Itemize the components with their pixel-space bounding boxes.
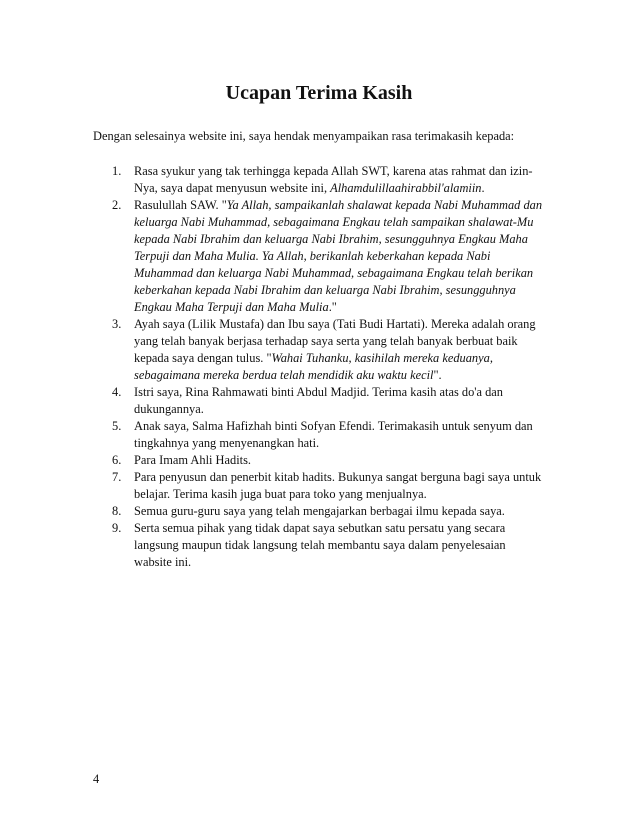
list-item-text [134, 385, 503, 416]
list-item [112, 384, 546, 418]
page-number: 4 [93, 772, 100, 786]
list-item-text [134, 470, 541, 501]
text-run: Rasulullah SAW. " [134, 198, 227, 212]
list-item [112, 197, 546, 316]
text-run: Para penyusun dan penerbit kitab hadits. Bukunya sangat berguna bagi saya untuk belajar. Terima kasih juga buat para toko yang menjualnya. [134, 470, 542, 501]
intro-paragraph: Dengan selesainya website ini, saya hendak menyampaikan rasa terimakasih kepada: [93, 129, 515, 143]
text-run: Anak saya, Salma Hafizhah binti Sofyan Efendi. Terimakasih untuk senyum dan tingkahnya yang menyenangkan hati. [134, 419, 533, 450]
text-run: Ayah saya (Lilik Mustafa) dan Ibu saya (Tati Budi Hartati). Mereka adalah orang yang telah banyak berjasa terhadap saya serta yang telah banyak berbuat baik kepada saya dengan tulus. " [134, 317, 536, 365]
text-run: Istri saya, Rina Rahmawati binti Abdul Madjid. Terima kasih atas do'a dan dukungannya. [134, 385, 503, 416]
list-item [112, 520, 546, 571]
list-item-number: 7. [112, 470, 122, 484]
page-title: Ucapan Terima Kasih [225, 82, 413, 104]
list-item-text [134, 198, 542, 314]
list-item-text [134, 317, 536, 382]
list-item-number: 5. [112, 419, 122, 433]
list-item-text [134, 453, 251, 467]
list-item-number: 3. [112, 317, 122, 331]
text-run: Para Imam Ahli Hadits. [134, 453, 252, 467]
italic-text: Alhamdulillaahirabbil'alamiin [330, 181, 482, 195]
list-item-number: 6. [112, 453, 122, 467]
list-item-text [134, 164, 533, 195]
list-item [112, 316, 546, 384]
list-item-number: 4. [112, 385, 122, 399]
text-run: ." [328, 300, 337, 314]
acknowledgment-list [112, 163, 546, 571]
list-item-text [134, 521, 506, 569]
list-item-number: 9. [112, 521, 122, 535]
list-item-text [134, 504, 505, 518]
list-item-number: 8. [112, 504, 122, 518]
italic-text: Wahai Tuhanku, kasihilah mereka keduanya, sebagaimana mereka berdua telah mendidik aku waktu kecil [134, 351, 493, 382]
text-run: Rasa syukur yang tak terhingga kepada Allah SWT, karena atas rahmat dan izin-Nya, saya dapat menyusun website ini, [134, 164, 533, 195]
list-item-number: 2. [112, 198, 122, 212]
list-item [112, 418, 546, 452]
text-run: . [481, 181, 485, 195]
italic-text: Ya Allah, sampaikanlah shalawat kepada Nabi Muhammad dan keluarga Nabi Muhammad, sebagaimana Engkau telah sampaikan shalawat-Mu kepada Nabi Ibrahim dan keluarga Nabi Ibrahim, sesungguhnya Engkau Maha Terpuji dan Maha Mulia. Ya Allah, berikanlah keberkahan kepada Nabi Muhammad dan keluarga Nabi Muhammad, sebagaimana Engkau telah berikan keberkahan kepada Nabi Ibrahim dan keluarga Nabi Ibrahim, sesungguhnya Engkau Maha Terpuji dan Maha Mulia [134, 198, 543, 314]
list-item [112, 503, 546, 520]
list-item [112, 469, 546, 503]
text-run: Semua guru-guru saya yang telah mengajarkan berbagai ilmu kepada saya. [134, 504, 505, 518]
list-item [112, 163, 546, 197]
list-item-number: 1. [112, 164, 122, 178]
text-run: ". [433, 368, 442, 382]
list-item [112, 452, 546, 469]
text-run: Serta semua pihak yang tidak dapat saya sebutkan satu persatu yang secara langsung maupun tidak langsung telah membantu saya dalam penyelesaian wabsite ini. [134, 521, 506, 569]
list-item-text [134, 419, 533, 450]
